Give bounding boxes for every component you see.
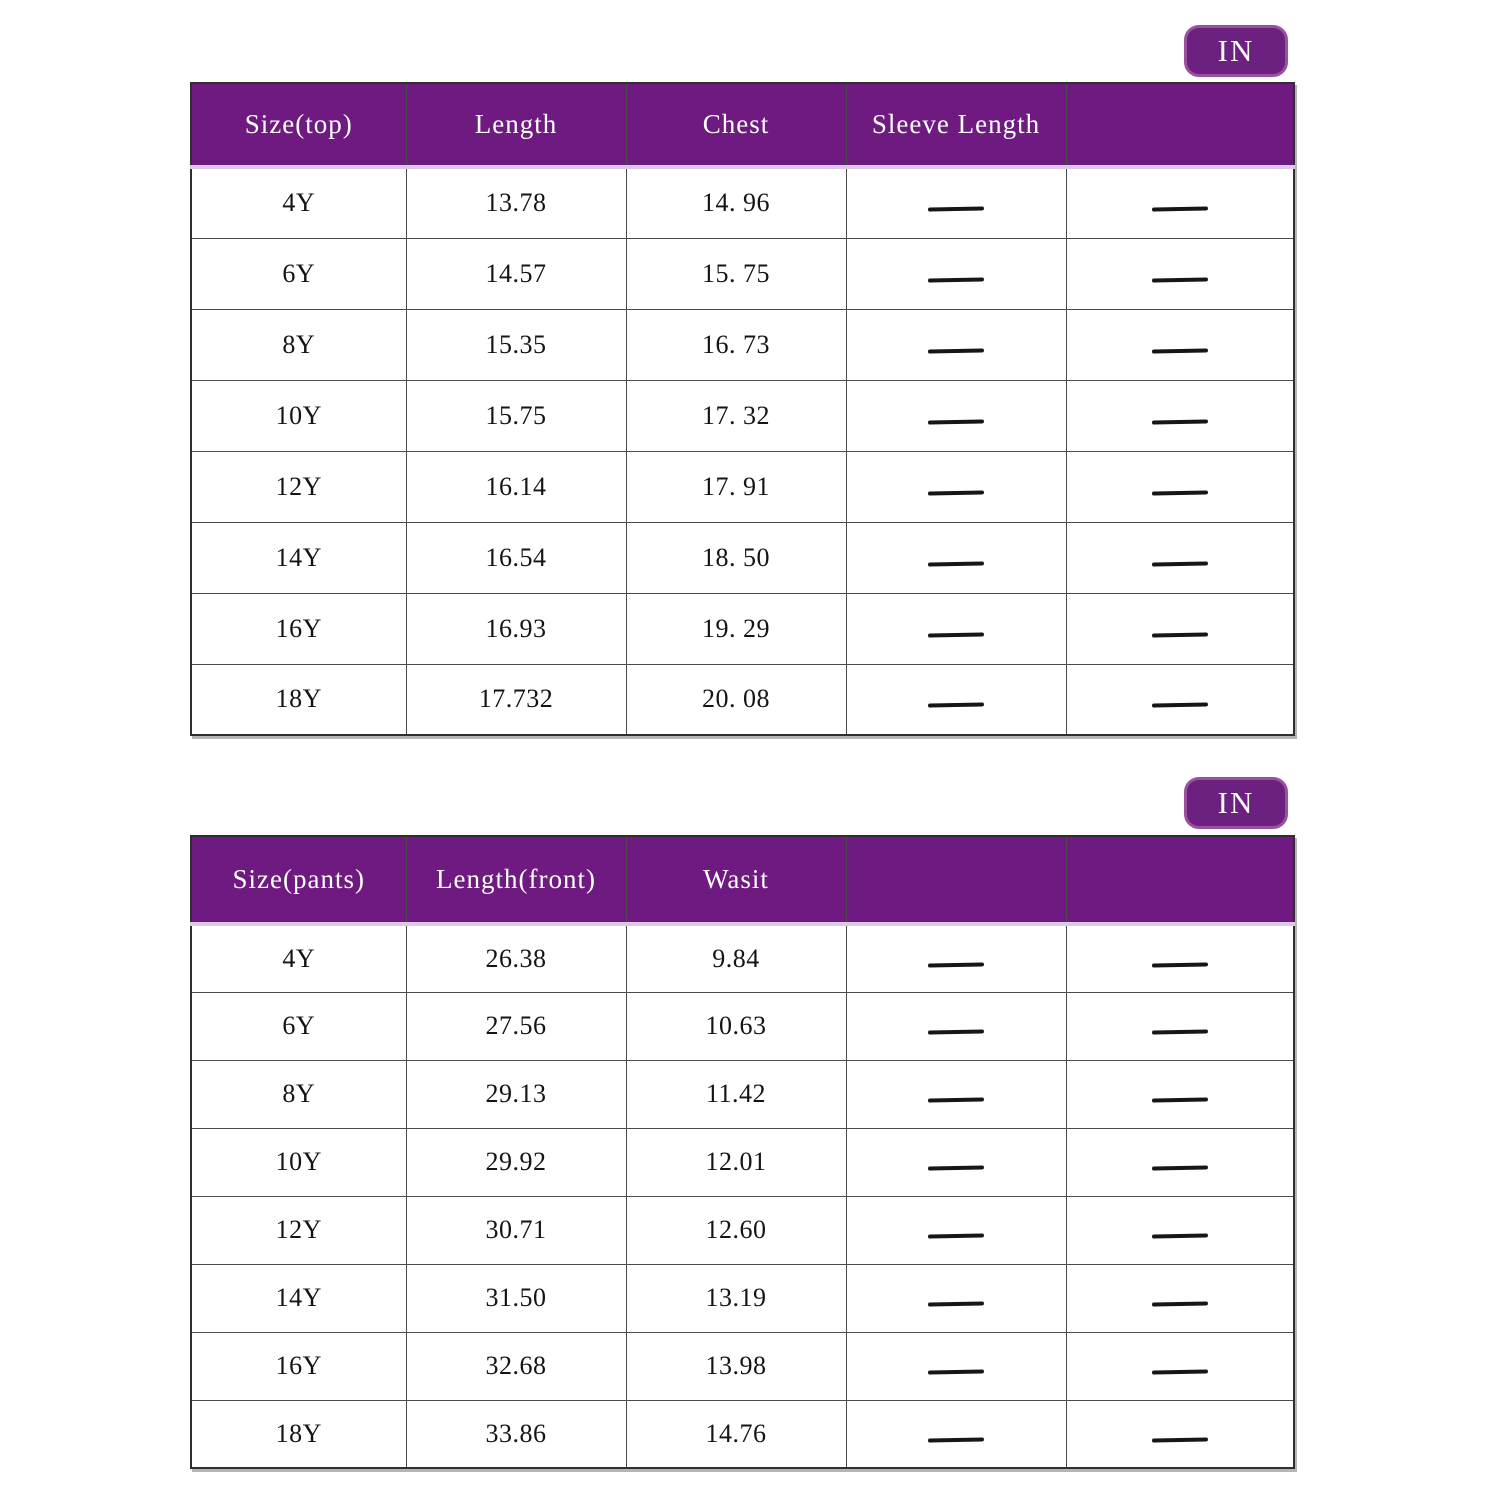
dash-mark-icon [1152, 1029, 1208, 1034]
value-cell: 10.63 [626, 992, 846, 1060]
column-header: Length(front) [406, 836, 626, 924]
empty-value-cell [846, 522, 1066, 593]
column-header-empty [1066, 83, 1294, 167]
size-table-pants [190, 835, 1295, 1469]
table-row [191, 1400, 1294, 1468]
column-header: Wasit [626, 836, 846, 924]
empty-value-cell [1066, 238, 1294, 309]
empty-value-cell [1066, 167, 1294, 238]
empty-value-cell [1066, 1400, 1294, 1468]
empty-value-cell [1066, 1332, 1294, 1400]
table-row [191, 167, 1294, 238]
empty-value-cell [846, 1196, 1066, 1264]
size-table-top [190, 82, 1295, 736]
empty-value-cell [846, 238, 1066, 309]
size-cell: 12Y [191, 1196, 406, 1264]
empty-value-cell [1066, 1060, 1294, 1128]
unit-badge-top [1184, 25, 1288, 77]
value-cell: 14.76 [626, 1400, 846, 1468]
value-cell: 15.75 [406, 380, 626, 451]
size-cell: 8Y [191, 1060, 406, 1128]
value-cell: 31.50 [406, 1264, 626, 1332]
size-cell: 16Y [191, 593, 406, 664]
dash-mark-icon [928, 1097, 984, 1102]
column-header-empty [846, 836, 1066, 924]
value-cell: 27.56 [406, 992, 626, 1060]
value-cell: 16. 73 [626, 309, 846, 380]
value-cell: 12.01 [626, 1128, 846, 1196]
dash-mark-icon [928, 1437, 984, 1442]
value-cell: 9.84 [626, 924, 846, 992]
column-header: Chest [626, 83, 846, 167]
dash-mark-icon [1152, 277, 1208, 282]
value-cell: 16.93 [406, 593, 626, 664]
dash-mark-icon [928, 1369, 984, 1374]
dash-mark-icon [1152, 1369, 1208, 1374]
value-cell: 29.92 [406, 1128, 626, 1196]
table-row [191, 238, 1294, 309]
value-cell: 15.35 [406, 309, 626, 380]
value-cell: 29.13 [406, 1060, 626, 1128]
dash-mark-icon [1152, 1301, 1208, 1306]
empty-value-cell [1066, 593, 1294, 664]
empty-value-cell [1066, 451, 1294, 522]
dash-mark-icon [928, 703, 984, 708]
empty-value-cell [1066, 309, 1294, 380]
size-cell: 8Y [191, 309, 406, 380]
value-cell: 30.71 [406, 1196, 626, 1264]
empty-value-cell [846, 1400, 1066, 1468]
empty-value-cell [846, 1264, 1066, 1332]
size-table-top-wrap [190, 82, 1295, 736]
empty-value-cell [846, 924, 1066, 992]
size-cell: 12Y [191, 451, 406, 522]
dash-mark-icon [1152, 1437, 1208, 1442]
size-cell: 18Y [191, 664, 406, 735]
empty-value-cell [1066, 522, 1294, 593]
empty-value-cell [846, 1128, 1066, 1196]
size-cell: 10Y [191, 380, 406, 451]
value-cell: 33.86 [406, 1400, 626, 1468]
dash-mark-icon [928, 1029, 984, 1034]
size-cell: 10Y [191, 1128, 406, 1196]
empty-value-cell [846, 593, 1066, 664]
value-cell: 11.42 [626, 1060, 846, 1128]
empty-value-cell [846, 664, 1066, 735]
table-row [191, 924, 1294, 992]
size-cell: 16Y [191, 1332, 406, 1400]
dash-mark-icon [1152, 561, 1208, 566]
empty-value-cell [846, 309, 1066, 380]
dash-mark-icon [928, 1165, 984, 1170]
dash-mark-icon [928, 561, 984, 566]
table-row [191, 1060, 1294, 1128]
column-header: Sleeve Length [846, 83, 1066, 167]
table-row [191, 451, 1294, 522]
value-cell: 18. 50 [626, 522, 846, 593]
value-cell: 17.732 [406, 664, 626, 735]
value-cell: 20. 08 [626, 664, 846, 735]
dash-mark-icon [928, 277, 984, 282]
value-cell: 12.60 [626, 1196, 846, 1264]
empty-value-cell [1066, 1264, 1294, 1332]
empty-value-cell [1066, 380, 1294, 451]
dash-mark-icon [928, 1301, 984, 1306]
size-table-pants-wrap [190, 835, 1295, 1469]
dash-mark-icon [1152, 1165, 1208, 1170]
size-cell: 18Y [191, 1400, 406, 1468]
unit-badge-pants [1184, 777, 1288, 829]
table-row [191, 1332, 1294, 1400]
unit-badge-label: IN [1217, 33, 1255, 68]
value-cell: 16.54 [406, 522, 626, 593]
table-row [191, 309, 1294, 380]
empty-value-cell [846, 167, 1066, 238]
unit-badge-label: IN [1217, 785, 1255, 820]
column-header-empty [1066, 836, 1294, 924]
value-cell: 14. 96 [626, 167, 846, 238]
dash-mark-icon [1152, 703, 1208, 708]
dash-mark-icon [928, 207, 984, 212]
empty-value-cell [846, 992, 1066, 1060]
dash-mark-icon [1152, 1233, 1208, 1238]
size-cell: 4Y [191, 167, 406, 238]
dash-mark-icon [1152, 632, 1208, 637]
dash-mark-icon [1152, 490, 1208, 495]
dash-mark-icon [928, 419, 984, 424]
size-cell: 4Y [191, 924, 406, 992]
table-row [191, 522, 1294, 593]
empty-value-cell [846, 451, 1066, 522]
table-row [191, 664, 1294, 735]
value-cell: 13.78 [406, 167, 626, 238]
table-row [191, 380, 1294, 451]
value-cell: 16.14 [406, 451, 626, 522]
table-row [191, 1128, 1294, 1196]
dash-mark-icon [1152, 1097, 1208, 1102]
empty-value-cell [1066, 1128, 1294, 1196]
dash-mark-icon [928, 632, 984, 637]
value-cell: 14.57 [406, 238, 626, 309]
table-row [191, 992, 1294, 1060]
empty-value-cell [1066, 1196, 1294, 1264]
dash-mark-icon [1152, 962, 1208, 967]
dash-mark-icon [928, 1233, 984, 1238]
size-cell: 14Y [191, 1264, 406, 1332]
dash-mark-icon [1152, 207, 1208, 212]
table-row [191, 593, 1294, 664]
value-cell: 13.98 [626, 1332, 846, 1400]
empty-value-cell [846, 1060, 1066, 1128]
dash-mark-icon [928, 962, 984, 967]
value-cell: 15. 75 [626, 238, 846, 309]
size-cell: 14Y [191, 522, 406, 593]
dash-mark-icon [1152, 419, 1208, 424]
size-cell: 6Y [191, 992, 406, 1060]
size-cell: 6Y [191, 238, 406, 309]
empty-value-cell [846, 380, 1066, 451]
dash-mark-icon [928, 348, 984, 353]
table-row [191, 1196, 1294, 1264]
header-row [191, 836, 1294, 924]
dash-mark-icon [928, 490, 984, 495]
value-cell: 26.38 [406, 924, 626, 992]
header-row [191, 83, 1294, 167]
table-row [191, 1264, 1294, 1332]
value-cell: 32.68 [406, 1332, 626, 1400]
column-header: Size(top) [191, 83, 406, 167]
empty-value-cell [846, 1332, 1066, 1400]
dash-mark-icon [1152, 348, 1208, 353]
column-header: Size(pants) [191, 836, 406, 924]
column-header: Length [406, 83, 626, 167]
value-cell: 13.19 [626, 1264, 846, 1332]
value-cell: 17. 32 [626, 380, 846, 451]
empty-value-cell [1066, 992, 1294, 1060]
empty-value-cell [1066, 924, 1294, 992]
value-cell: 19. 29 [626, 593, 846, 664]
empty-value-cell [1066, 664, 1294, 735]
value-cell: 17. 91 [626, 451, 846, 522]
